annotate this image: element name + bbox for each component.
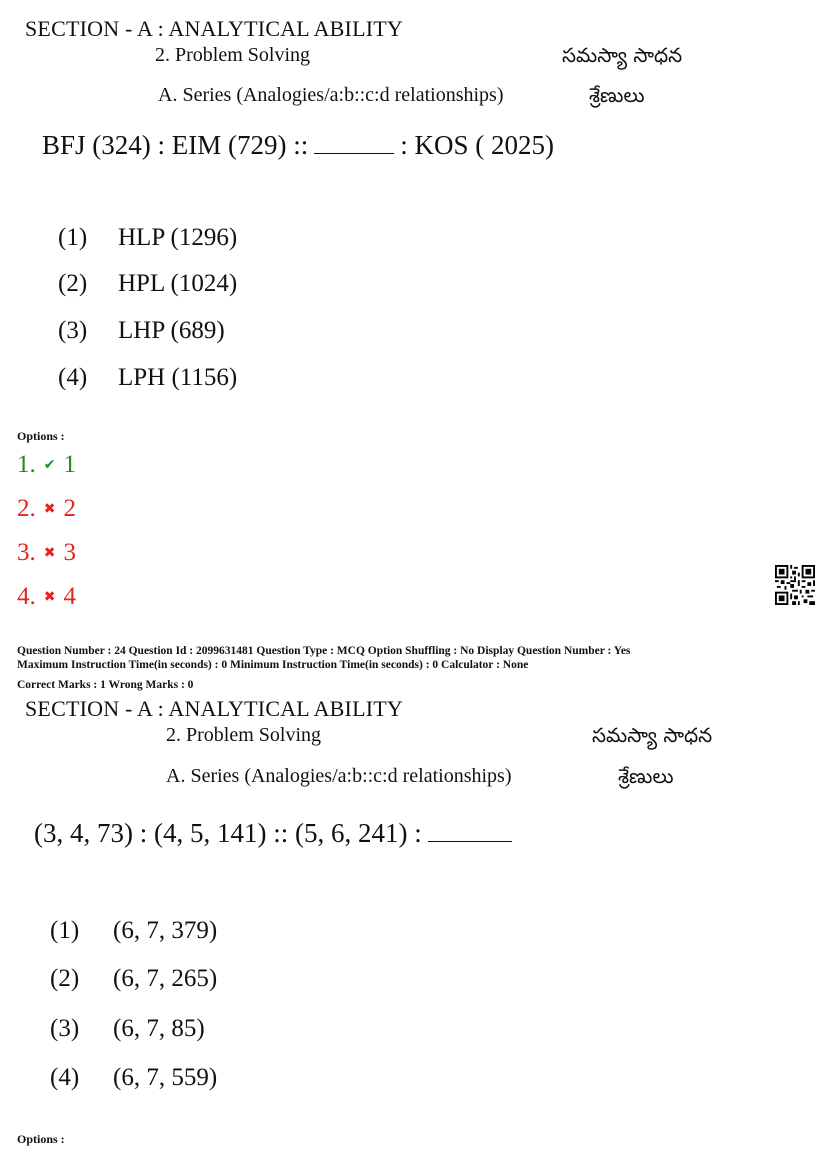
choice-item: [58, 317, 225, 345]
answer-value: 3: [63, 539, 76, 566]
question-left: BFJ (324) : EIM (729) ::: [42, 130, 309, 160]
topic-heading: 2. Problem Solving: [155, 44, 311, 66]
section-heading: SECTION - A : ANALYTICAL ABILITY: [25, 696, 403, 721]
choice-text: LHP (689): [118, 317, 225, 344]
cross-icon: ✖: [43, 501, 56, 517]
answer-number: 2.: [17, 495, 36, 522]
question-meta-line: Maximum Instruction Time(in seconds) : 0 Minimum Instruction Time(in seconds) : 0 Calculator : None: [17, 659, 529, 671]
choice-text: LPH (1156): [118, 364, 238, 391]
choice-number: (1): [58, 224, 88, 251]
subtopic-heading: A. Series (Analogies/a:b::c:d relationships): [158, 84, 504, 106]
question-body: (3, 4, 73) : (4, 5, 141) :: (5, 6, 241) :: [34, 818, 422, 848]
question-right: : KOS ( 2025): [400, 130, 554, 160]
subtopic-telugu: శ్రేణులు: [618, 764, 674, 788]
answer-option: [17, 583, 76, 611]
answer-blank: [428, 821, 512, 842]
choice-item: [58, 364, 238, 392]
topic-telugu: సమస్యా సాధన: [592, 723, 713, 747]
choice-item: [50, 1064, 218, 1092]
choice-item: [50, 917, 218, 945]
question-marks-line: Correct Marks : 1 Wrong Marks : 0: [17, 679, 194, 691]
question-meta-line: Question Number : 24 Question Id : 2099631481 Question Type : MCQ Option Shuffling : No Display Question Number : Yes: [17, 645, 631, 657]
choice-item: [58, 224, 238, 252]
choice-item: [50, 1015, 205, 1043]
qr-code-icon: [775, 565, 815, 605]
cross-icon: ✖: [43, 545, 56, 561]
section-heading: SECTION - A : ANALYTICAL ABILITY: [25, 16, 403, 41]
choice-number: (3): [50, 1015, 80, 1042]
subtopic-heading: A. Series (Analogies/a:b::c:d relationships): [166, 765, 512, 787]
choice-number: (4): [50, 1064, 80, 1091]
check-icon: ✔: [43, 457, 56, 473]
choice-text: (6, 7, 379): [113, 917, 218, 944]
answer-blank: [314, 133, 394, 154]
choice-number: (4): [58, 364, 88, 391]
options-label: Options :: [17, 429, 65, 443]
choice-text: (6, 7, 559): [113, 1064, 218, 1091]
answer-number: 3.: [17, 539, 36, 566]
answer-option: [17, 495, 76, 523]
topic-heading: 2. Problem Solving: [166, 724, 322, 746]
answer-option-correct: [17, 451, 76, 479]
answer-number: 1.: [17, 451, 36, 478]
question-text: [42, 130, 554, 161]
choice-number: (3): [58, 317, 88, 344]
answer-value: 1: [63, 451, 76, 478]
subtopic-telugu: శ్రేణులు: [589, 83, 645, 107]
choice-item: [50, 965, 218, 993]
options-label: Options :: [17, 1132, 65, 1146]
choice-text: HLP (1296): [118, 224, 238, 251]
choice-number: (2): [58, 270, 88, 297]
answer-number: 4.: [17, 583, 36, 610]
choice-number: (1): [50, 917, 80, 944]
question-text: [34, 818, 518, 849]
choice-item: [58, 270, 238, 298]
answer-value: 4: [63, 583, 76, 610]
choice-text: (6, 7, 85): [113, 1015, 205, 1042]
topic-telugu: సమస్యా సాధన: [562, 43, 683, 67]
choice-text: HPL (1024): [118, 270, 238, 297]
cross-icon: ✖: [43, 589, 56, 605]
choice-text: (6, 7, 265): [113, 965, 218, 992]
choice-number: (2): [50, 965, 80, 992]
answer-value: 2: [63, 495, 76, 522]
answer-option: [17, 539, 76, 567]
